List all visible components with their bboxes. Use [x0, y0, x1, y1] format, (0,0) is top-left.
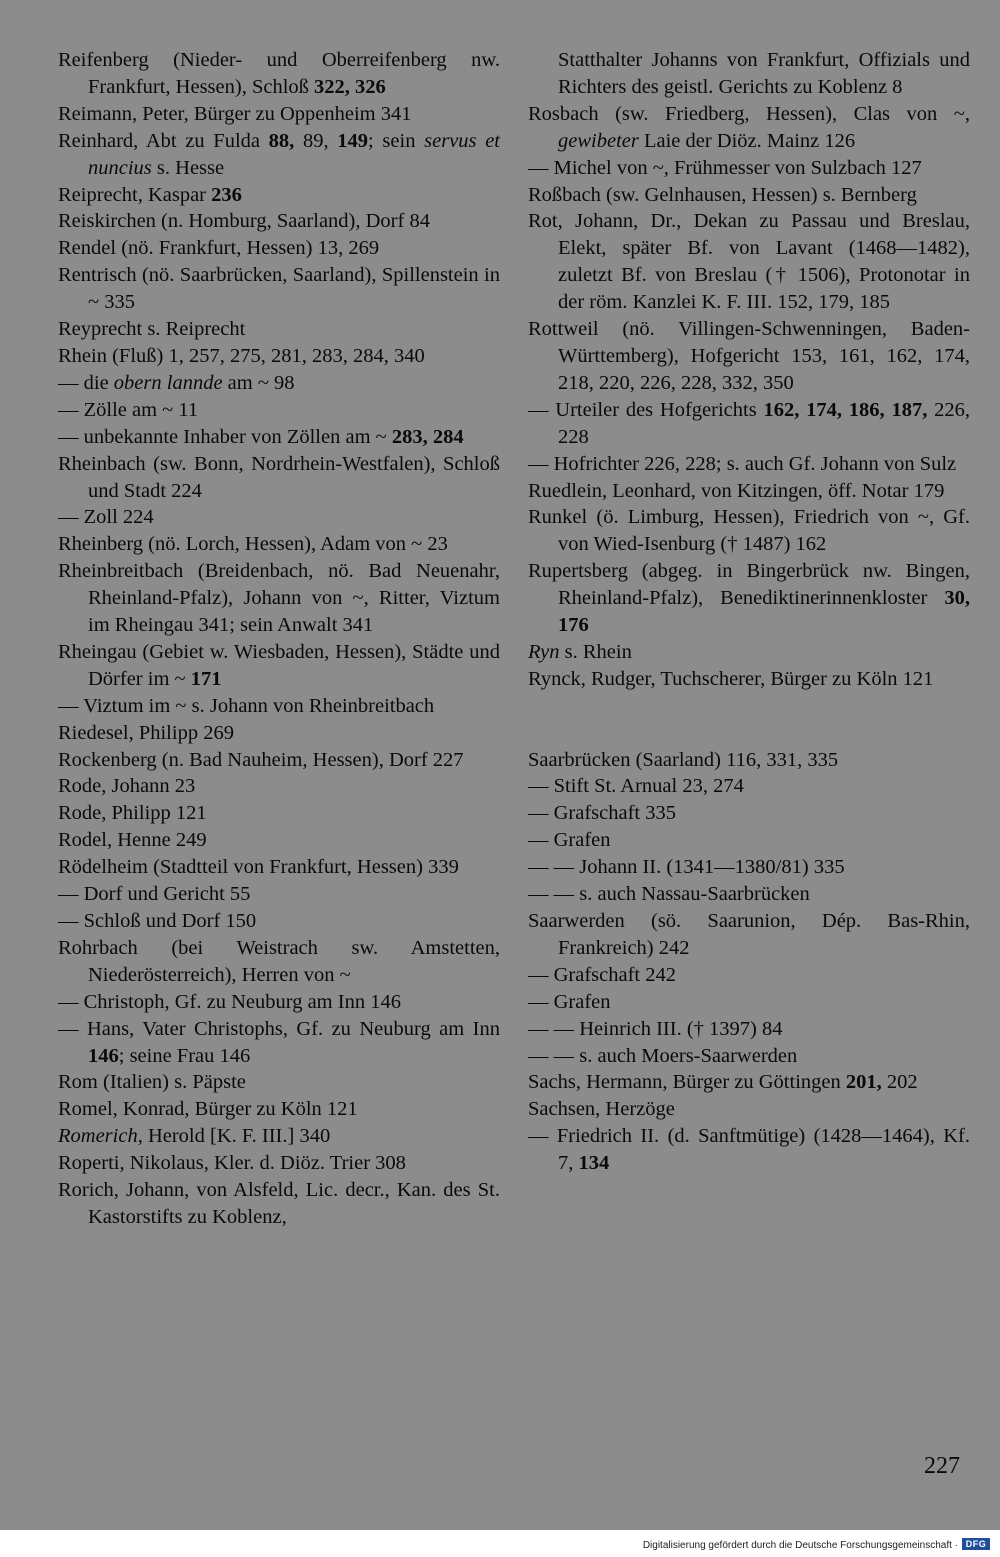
- entry-text: — Christoph, Gf. zu Neuburg am Inn 146: [58, 990, 401, 1013]
- index-entry: [58, 397, 500, 424]
- entry-text: Rentrisch (nö. Saarbrücken, Saarland), Spillenstein in ~ 335: [58, 264, 500, 314]
- index-entry: [58, 827, 500, 854]
- entry-text: 236: [211, 183, 242, 206]
- entry-text: Rot, Johann, Dr., Dekan zu Passau und Breslau, Elekt, später Bf. von Lavant (1468—1482), zuletzt Bf. von Breslau († 1506), Protonotar in der röm. Kanzlei K. F. III. 152, 179, 185: [528, 210, 970, 314]
- entry-text: Saarwerden (sö. Saarunion, Dép. Bas-Rhin, Frankreich) 242: [528, 909, 970, 959]
- index-entry: [528, 101, 970, 155]
- entry-text: ; seine Frau 146: [118, 1044, 251, 1067]
- entry-text: Ruedlein, Leonhard, von Kitzingen, öff. Notar 179: [528, 479, 945, 502]
- entry-text: am ~ 98: [222, 371, 295, 394]
- entry-text: Rodel, Henne 249: [58, 829, 207, 852]
- entry-text: Rorich, Johann, von Alsfeld, Lic. decr., Kan. des St. Kastorstifts zu Koblenz,: [58, 1179, 500, 1228]
- entry-text: — — Johann II. (1341—1380/81) 335: [528, 856, 845, 879]
- entry-text: s. Rhein: [559, 640, 632, 663]
- index-entry: [58, 908, 500, 935]
- index-entry: [58, 101, 500, 128]
- footer: [0, 1530, 1000, 1557]
- entry-text: 134: [578, 1152, 610, 1175]
- index-entry: [58, 1123, 500, 1150]
- index-entry: [58, 343, 500, 370]
- index-entry: [528, 504, 970, 558]
- index-entry: [58, 504, 500, 531]
- index-entry: [528, 451, 970, 478]
- entry-text: 89,: [294, 129, 338, 152]
- entry-text: Rhein (Fluß) 1, 257, 275, 281, 283, 284, 340: [58, 344, 425, 367]
- entry-text: Rheingau (Gebiet w. Wiesbaden, Hessen), Städte und Dörfer im ~: [58, 640, 500, 690]
- index-entry: [528, 854, 970, 881]
- entry-text: 202: [881, 1071, 918, 1094]
- index-entry: [58, 773, 500, 800]
- entry-text: Rheinbreitbach (Breidenbach, nö. Bad Neuenahr, Rheinland-Pfalz), Johann von ~, Ritter, Viztum im Rheingau 341; sein Anwalt 341: [58, 560, 500, 637]
- entry-text: — — Heinrich III. († 1397) 84: [528, 1017, 783, 1040]
- section-gap: [528, 693, 970, 747]
- index-entry: [528, 666, 970, 693]
- index-entry: [58, 1016, 500, 1070]
- index-entry: [528, 208, 970, 316]
- index-entry: [58, 531, 500, 558]
- entry-text: Rode, Philipp 121: [58, 802, 207, 825]
- entry-text: Reyprecht s. Reiprecht: [58, 318, 246, 341]
- index-entry: [58, 720, 500, 747]
- index-entry: [58, 451, 500, 505]
- entry-text: , Herold [K. F. III.] 340: [137, 1125, 331, 1148]
- entry-text: Rheinberg (nö. Lorch, Hessen), Adam von ~ 23: [58, 533, 448, 556]
- entry-text: 149: [337, 129, 369, 152]
- index-entry: [528, 989, 970, 1016]
- entry-text: gewibeter: [558, 129, 639, 152]
- entry-text: ; sein: [368, 129, 425, 152]
- index-entry: [528, 182, 970, 209]
- index-entry: [58, 370, 500, 397]
- entry-text: — — s. auch Nassau-Saarbrücken: [528, 883, 810, 906]
- index-entry: [528, 800, 970, 827]
- index-entry: [58, 854, 500, 881]
- entry-text: Romerich: [58, 1125, 138, 1148]
- index-entry: [58, 639, 500, 693]
- entry-text: Roperti, Nikolaus, Kler. d. Diöz. Trier 308: [58, 1152, 406, 1175]
- entry-text: — — s. auch Moers-Saarwerden: [528, 1044, 798, 1067]
- entry-text: 226, 228: [558, 398, 971, 448]
- entry-text: — Michel von ~, Frühmesser von Sulzbach 127: [528, 156, 922, 179]
- index-entry: [528, 881, 970, 908]
- index-entry: [58, 1096, 500, 1123]
- entry-text: 30, 176: [558, 587, 970, 637]
- index-entry: [528, 155, 970, 182]
- entry-text: Laie der Diöz. Mainz 126: [638, 129, 856, 152]
- index-column-right: [528, 47, 970, 1177]
- entry-text: — Grafen: [528, 990, 611, 1013]
- entry-text: Statthalter Johanns von Frankfurt, Offizials und Richters des geistl. Gerichts zu Koblenz 8: [558, 49, 970, 98]
- index-entry: [528, 827, 970, 854]
- index-entry-continuation: [528, 47, 970, 101]
- entry-text: Reimann, Peter, Bürger zu Oppenheim 341: [58, 102, 412, 125]
- entry-text: — Dorf und Gericht 55: [58, 883, 251, 906]
- dfg-logo-icon: DFG: [962, 1538, 990, 1550]
- entry-text: 322, 326: [314, 75, 386, 98]
- index-entry: [58, 262, 500, 316]
- entry-text: Reifenberg (Nieder- und Oberreifenberg nw. Frankfurt, Hessen), Schloß: [58, 49, 500, 98]
- footer-credit: Digitalisierung gefördert durch die Deutsche Forschungsgemeinschaft ·: [642, 1540, 958, 1551]
- index-entry: [528, 962, 970, 989]
- index-entry: [58, 235, 500, 262]
- index-entry: [58, 1177, 500, 1231]
- entry-text: — Grafen: [528, 829, 611, 852]
- entry-text: — Hofrichter 226, 228; s. auch Gf. Johann von Sulz: [528, 452, 957, 475]
- entry-text: 201,: [845, 1071, 882, 1094]
- entry-text: 88,: [268, 129, 295, 152]
- entry-text: Saarbrücken (Saarland) 116, 331, 335: [528, 748, 839, 771]
- index-entry: [58, 800, 500, 827]
- entry-text: Runkel (ö. Limburg, Hessen), Friedrich von ~, Gf. von Wied-Isenburg († 1487) 162: [528, 506, 970, 556]
- index-entry: [58, 558, 500, 639]
- index-entry: [528, 1123, 970, 1177]
- entry-text: Rynck, Rudger, Tuchscherer, Bürger zu Köln 121: [528, 667, 934, 690]
- index-entry: [58, 881, 500, 908]
- entry-text: 283, 284: [391, 425, 464, 448]
- index-entry: [58, 1150, 500, 1177]
- index-entry: [58, 424, 500, 451]
- entry-text: Sachsen, Herzöge: [528, 1098, 675, 1121]
- index-entry: [528, 747, 970, 774]
- page-number: 227: [924, 1453, 960, 1479]
- index-entry: [528, 1096, 970, 1123]
- index-entry: [58, 208, 500, 235]
- index-entry: [528, 1069, 970, 1096]
- entry-text: 162, 174, 186, 187,: [763, 398, 928, 421]
- entry-text: Rosbach (sw. Friedberg, Hessen), Clas von ~,: [528, 102, 970, 125]
- entry-text: 171: [190, 667, 222, 690]
- entry-text: Rode, Johann 23: [58, 775, 196, 798]
- entry-text: obern lannde: [113, 371, 223, 394]
- entry-text: servus et nuncius: [88, 129, 501, 179]
- index-entry: [528, 316, 970, 397]
- entry-text: Riedesel, Philipp 269: [58, 721, 234, 744]
- index-entry: [528, 478, 970, 505]
- entry-text: Sachs, Hermann, Bürger zu Göttingen: [528, 1071, 846, 1094]
- entry-text: — unbekannte Inhaber von Zöllen am ~: [58, 425, 392, 448]
- index-entry: [528, 639, 970, 666]
- entry-text: — Zoll 224: [58, 506, 154, 529]
- entry-text: Rödelheim (Stadtteil von Frankfurt, Hessen) 339: [58, 856, 459, 879]
- entry-text: Rendel (nö. Frankfurt, Hessen) 13, 269: [58, 237, 380, 260]
- entry-text: Romel, Konrad, Bürger zu Köln 121: [58, 1098, 358, 1121]
- entry-text: — Friedrich II. (d. Sanftmütige) (1428—1464), Kf. 7,: [528, 1125, 970, 1175]
- entry-text: Rom (Italien) s. Päpste: [58, 1071, 246, 1094]
- index-entry: [58, 693, 500, 720]
- index-entry: [528, 908, 970, 962]
- entry-text: Reiprecht, Kaspar: [58, 183, 212, 206]
- entry-text: Roßbach (sw. Gelnhausen, Hessen) s. Bernberg: [528, 183, 917, 206]
- entry-text: 146: [88, 1044, 119, 1067]
- entry-text: Rottweil (nö. Villingen-Schwenningen, Baden-Württemberg), Hofgericht 153, 161, 162, 174, 218, 220, 226, 228, 332, 350: [528, 318, 970, 394]
- entry-text: — die: [58, 371, 114, 394]
- index-entry: [58, 989, 500, 1016]
- entry-text: Ryn: [528, 640, 560, 663]
- index-entry: [58, 747, 500, 774]
- entry-text: — Grafschaft 335: [528, 802, 677, 825]
- index-entry: [528, 1043, 970, 1070]
- entry-text: — Stift St. Arnual 23, 274: [528, 775, 744, 798]
- index-entry: [528, 1016, 970, 1043]
- entry-text: — Zölle am ~ 11: [58, 398, 199, 421]
- index-entry: [528, 558, 970, 639]
- index-entry: [58, 935, 500, 989]
- index-entry: [58, 47, 500, 101]
- entry-text: — Schloß und Dorf 150: [58, 910, 257, 932]
- entry-text: Rockenberg (n. Bad Nauheim, Hessen), Dorf 227: [58, 748, 464, 771]
- entry-text: Reiskirchen (n. Homburg, Saarland), Dorf 84: [58, 210, 430, 233]
- index-entry: [58, 128, 500, 182]
- entry-text: Rohrbach (bei Weistrach sw. Amstetten, Niederösterreich), Herren von ~: [58, 936, 500, 986]
- entry-text: — Urteiler des Hofgerichts: [528, 398, 764, 421]
- entry-text: — Viztum im ~ s. Johann von Rheinbreitbach: [58, 694, 435, 717]
- index-entry: [528, 397, 970, 451]
- entry-text: Rupertsberg (abgeg. in Bingerbrück nw. Bingen, Rheinland-Pfalz), Benediktinerinnenkloster: [528, 560, 970, 610]
- entry-text: — Hans, Vater Christophs, Gf. zu Neuburg am Inn: [58, 1017, 500, 1040]
- entry-text: s. Hesse: [151, 156, 225, 179]
- entry-text: — Grafschaft 242: [528, 963, 677, 986]
- entry-text: Rheinbach (sw. Bonn, Nordrhein-Westfalen), Schloß und Stadt 224: [58, 452, 500, 502]
- index-entry: [58, 316, 500, 343]
- index-entry: [528, 773, 970, 800]
- entry-text: Reinhard, Abt zu Fulda: [58, 129, 269, 152]
- index-entry: [58, 1069, 500, 1096]
- index-entry: [58, 182, 500, 209]
- index-column-left: [58, 47, 500, 1231]
